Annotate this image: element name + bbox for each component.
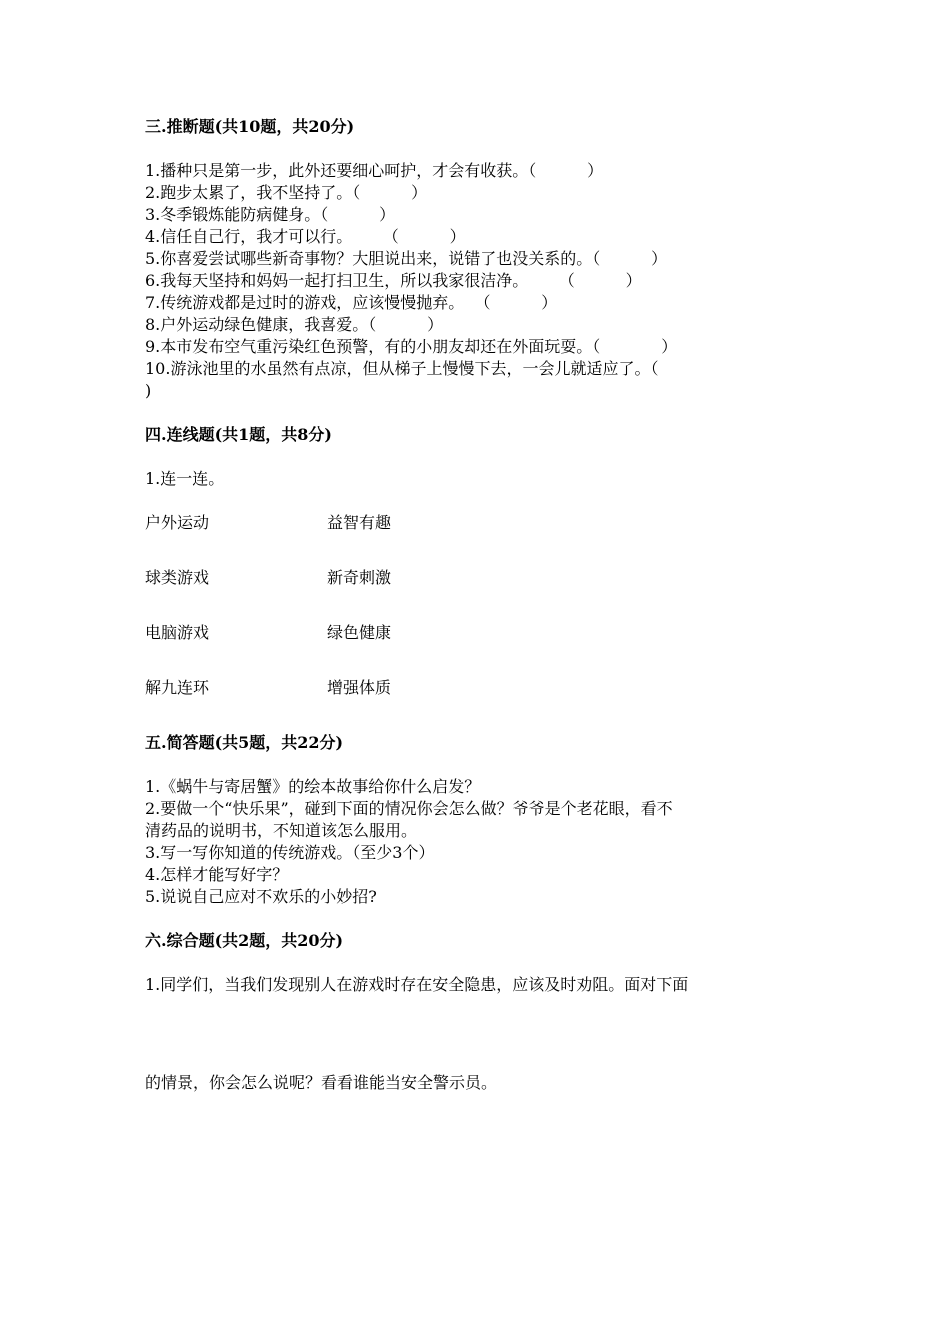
section5-item-1: 1.《蜗牛与寄居蟹》的绘本故事给你什么启发？ bbox=[145, 777, 481, 796]
section6-heading: 六.综合题(共2题，共20分) bbox=[145, 931, 344, 950]
match-left-item-4: 解九连环 bbox=[145, 678, 210, 697]
section3-item-9: 9.本市发布空气重污染红色预警，有的小朋友却还在外面玩耍。（ ） bbox=[145, 337, 678, 356]
section4-question: 1.连一连。 bbox=[145, 469, 225, 488]
section5-item-3: 3.写一写你知道的传统游戏。（至少3个） bbox=[145, 843, 435, 862]
section5-item-5: 5.说说自己应对不欢乐的小妙招? bbox=[145, 887, 377, 906]
section3-item-4: 4.信任自己行，我才可以行。 （ ） bbox=[145, 227, 466, 246]
section3-item-8: 8.户外运动绿色健康，我喜爱。（ ） bbox=[145, 315, 444, 334]
section3-item-1: 1.播种只是第一步，此外还要细心呵护，才会有收获。（ ） bbox=[145, 161, 604, 180]
section3-item-3: 3.冬季锻炼能防病健身。（ ） bbox=[145, 205, 396, 224]
section3-item-10-continued: ) bbox=[145, 381, 152, 400]
section3-item-6: 6.我每天坚持和妈妈一起打扫卫生，所以我家很洁净。 （ ） bbox=[145, 271, 642, 290]
match-right-item-2: 新奇刺激 bbox=[327, 568, 392, 587]
match-left-item-3: 电脑游戏 bbox=[145, 623, 210, 642]
match-right-item-3: 绿色健康 bbox=[327, 623, 392, 642]
section4-heading: 四.连线题(共1题，共8分) bbox=[145, 425, 332, 444]
match-right-item-4: 增强体质 bbox=[327, 678, 392, 697]
section5-item-2: 2.要做一个“快乐果”，碰到下面的情况你会怎么做？爷爷是个老花眼，看不 bbox=[145, 799, 673, 818]
section5-heading: 五.简答题(共5题，共22分) bbox=[145, 733, 344, 752]
match-right-item-1: 益智有趣 bbox=[327, 513, 392, 532]
section5-item-4: 4.怎样才能写好字？ bbox=[145, 865, 289, 884]
section6-item-1: 1.同学们，当我们发现别人在游戏时存在安全隐患，应该及时劝阻。面对下面 bbox=[145, 975, 689, 994]
section3-heading: 三.推断题(共10题，共20分) bbox=[145, 117, 355, 136]
section6-item-1-continued: 的情景，你会怎么说呢？看看谁能当安全警示员。 bbox=[145, 1073, 498, 1092]
match-left-item-2: 球类游戏 bbox=[145, 568, 210, 587]
section5-item-2-continued: 清药品的说明书，不知道该怎么服用。 bbox=[145, 821, 418, 840]
section3-item-7: 7.传统游戏都是过时的游戏，应该慢慢抛弃。 （ ） bbox=[145, 293, 558, 312]
section3-item-2: 2.跑步太累了，我不坚持了。（ ） bbox=[145, 183, 428, 202]
match-left-item-1: 户外运动 bbox=[145, 513, 210, 532]
section3-item-10: 10.游泳池里的水虽然有点凉，但从梯子上慢慢下去，一会儿就适应了。（ bbox=[145, 359, 659, 378]
section3-item-5: 5.你喜爱尝试哪些新奇事物？大胆说出来，说错了也没关系的。（ ） bbox=[145, 249, 668, 268]
